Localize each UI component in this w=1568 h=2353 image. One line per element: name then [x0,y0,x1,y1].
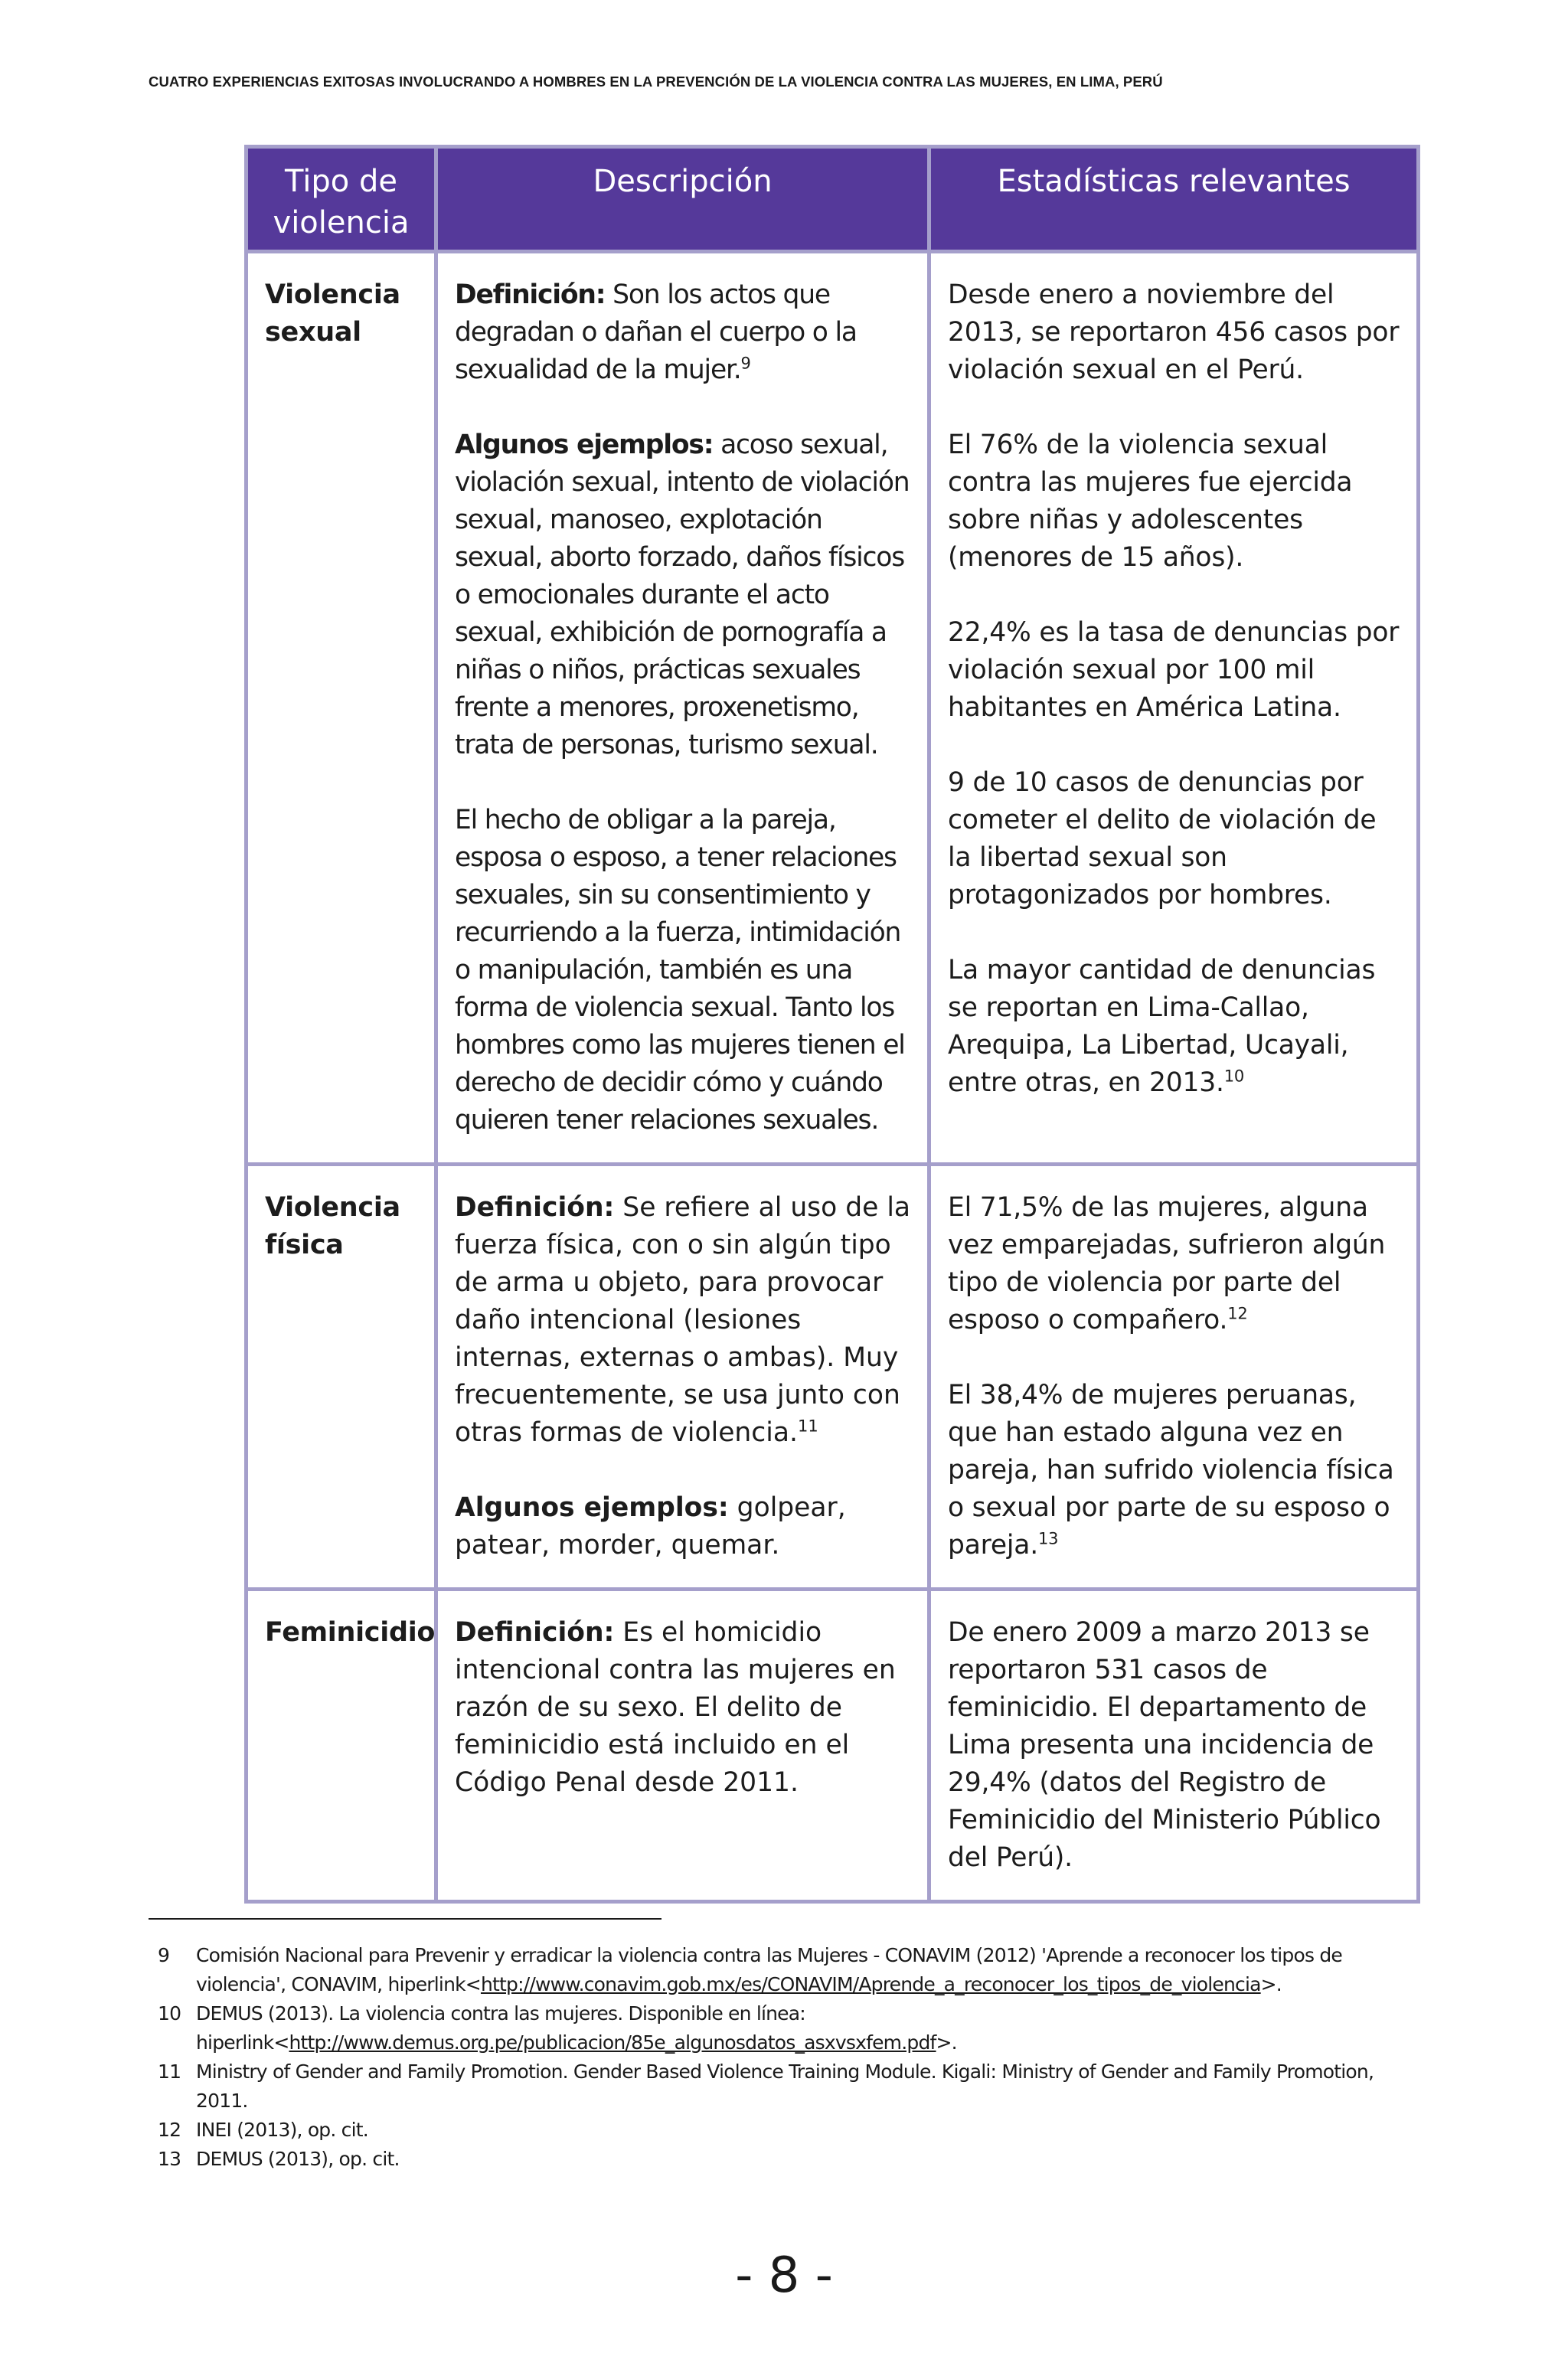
statistic-item: Desde enero a noviembre del 2013, se reportaron 456 casos por violación sexual en el Perú. [948,279,1400,385]
examples-text: golpear, patear, morder, quemar. [455,1492,846,1560]
footnote-tail: >. [936,2031,957,2054]
footnote-number: 13 [158,2148,181,2170]
description-cell [436,252,929,1165]
statistic-text: La mayor cantidad de denuncias se reportan en Lima-Callao, Arequipa, La Libertad, Ucayali, entre otras, en 2013. [948,955,1376,1098]
footnote-tail: >. [1260,1973,1282,1995]
statistics-cell [929,1590,1419,1902]
table-row [247,1165,1419,1590]
statistic-item [948,952,1403,1102]
examples-text: acoso sexual, violación sexual, intento de violación sexual, manoseo, explotación sexual, aborto forzado, daños físicos o emocionales durante el acto sexual, exhibición de pornografía a niñas o niños, prácticas sexuales frente a menores, proxenetismo, trata de personas, turismo sexual. [455,430,910,760]
statistic-text: El 38,4% de mujeres peruanas, que han estado alguna vez en pareja, han sufrido violencia física o sexual por parte de su esposo o pareja. [948,1380,1394,1560]
footnote [158,1999,1429,2057]
definition-label: Definición: [455,1192,615,1223]
statistic-item: De enero 2009 a marzo 2013 se reportaron 531 casos de feminicidio. El departamento de Lima presenta una incidencia de 29,4% (datos del Registro de Feminicidio del Ministerio Público del Perú). [948,1617,1381,1873]
violence-type: Violencia sexual [247,252,436,1165]
table-row [247,1590,1419,1902]
table-row [247,252,1419,1165]
definition-label: Definición: [455,1617,615,1648]
definition-paragraph [455,1614,913,1802]
definition-label: Definición: [455,279,606,310]
header-description: Descripción [436,147,929,252]
footnote-ref: 9 [740,354,750,373]
footnotes [158,1941,1429,2174]
footnote [158,2145,1429,2174]
definition-paragraph [455,1189,913,1452]
footnote [158,2116,1429,2145]
header-statistics: Estadísticas relevantes [929,147,1419,252]
statistic-item: 22,4% es la tasa de denuncias por violación sexual por 100 mil habitantes en América Latina. [948,617,1400,723]
definition-text: Se refiere al uso de la fuerza física, con o sin algún tipo de arma u objeto, para provocar daño intencional (lesiones internas, externas o ambas). Muy frecuentemente, se usa junto con otras formas de violencia. [455,1192,911,1448]
footnote-ref: 13 [1038,1529,1059,1548]
footnote-text: INEI (2013), op. cit. [196,2119,368,2141]
examples-paragraph [455,1489,913,1564]
examples-label: Algunos ejemplos: [455,1492,729,1523]
footnote-body: Comisión Nacional para Prevenir y erradicar la violencia contra las Mujeres - CONAVIM (2012) 'Aprende a reconocer los tipos de violencia', CONAVIM, hiperlink< [196,1944,1343,1995]
footnote-ref: 10 [1223,1067,1245,1086]
footnote-number: 9 [158,1944,170,1966]
statistic-item [948,1377,1403,1564]
footnote [158,1941,1429,1999]
description-cell [436,1590,929,1902]
page-number: - 8 - [735,2247,833,2304]
footnote-divider [149,1918,662,1920]
footnote-body: DEMUS (2013). La violencia contra las mujeres. Disponible en línea: hiperlink< [196,2002,805,2054]
examples-label: Algunos ejemplos: [455,430,714,460]
footnote-number: 10 [158,2002,181,2025]
statistics-cell [929,1165,1419,1590]
footnote [158,2057,1429,2116]
statistic-text: El 71,5% de las mujeres, alguna vez emparejadas, sufrieron algún tipo de violencia por parte del esposo o compañero. [948,1192,1386,1335]
examples-paragraph [455,426,913,764]
statistic-item: 9 de 10 casos de denuncias por cometer el delito de violación de la libertad sexual son protagonizados por hombres. [948,767,1377,910]
statistic-item [948,1189,1403,1339]
header-type: Tipo de violencia [247,147,436,252]
running-header: CUATRO EXPERIENCIAS EXITOSAS INVOLUCRANDO A HOMBRES EN LA PREVENCIÓN DE LA VIOLENCIA CONTRA LAS MUJERES, EN LIMA, PERÚ [149,74,1163,90]
footnote-number: 12 [158,2119,181,2141]
footnote-number: 11 [158,2061,181,2083]
violence-type: Feminicidio [247,1590,436,1902]
footnote-ref: 12 [1227,1304,1248,1323]
footnote-text: Ministry of Gender and Family Promotion. Gender Based Violence Training Module. Kigali: Ministry of Gender and Family Promotion, 2011. [196,2061,1374,2112]
table-header-row [247,147,1419,252]
statistics-cell [929,252,1419,1165]
violence-types-table [244,145,1420,1904]
description-cell [436,1165,929,1590]
statistic-item: El 76% de la violencia sexual contra las mujeres fue ejercida sobre niñas y adolescentes (menores de 15 años). [948,430,1353,573]
definition-text: Son los actos que degradan o dañan el cuerpo o la sexualidad de la mujer. [455,279,857,385]
footnote-link[interactable]: http://www.demus.org.pe/publicacion/85e_algunosdatos_asxvsxfem.pdf [289,2031,936,2054]
extra-paragraph: El hecho de obligar a la pareja, esposa o esposo, a tener relaciones sexuales, sin su consentimiento y recurriendo a la fuerza, intimidación o manipulación, también es una forma de violencia sexual. Tanto los hombres como las mujeres tienen el derecho de decidir cómo y cuándo quieren tener relaciones sexuales. [455,805,905,1136]
footnote-text [196,1999,1429,2057]
footnote-ref: 11 [797,1417,818,1436]
definition-paragraph [455,276,913,389]
footnote-text [196,1941,1429,1999]
violence-type: Violencia física [247,1165,436,1590]
footnote-link[interactable]: http://www.conavim.gob.mx/es/CONAVIM/Aprende_a_reconocer_los_tipos_de_violencia [480,1973,1261,1995]
footnote-text: DEMUS (2013), op. cit. [196,2148,400,2170]
definition-text: Es el homicidio intencional contra las mujeres en razón de su sexo. El delito de feminicidio está incluido en el Código Penal desde 2011. [455,1617,896,1798]
